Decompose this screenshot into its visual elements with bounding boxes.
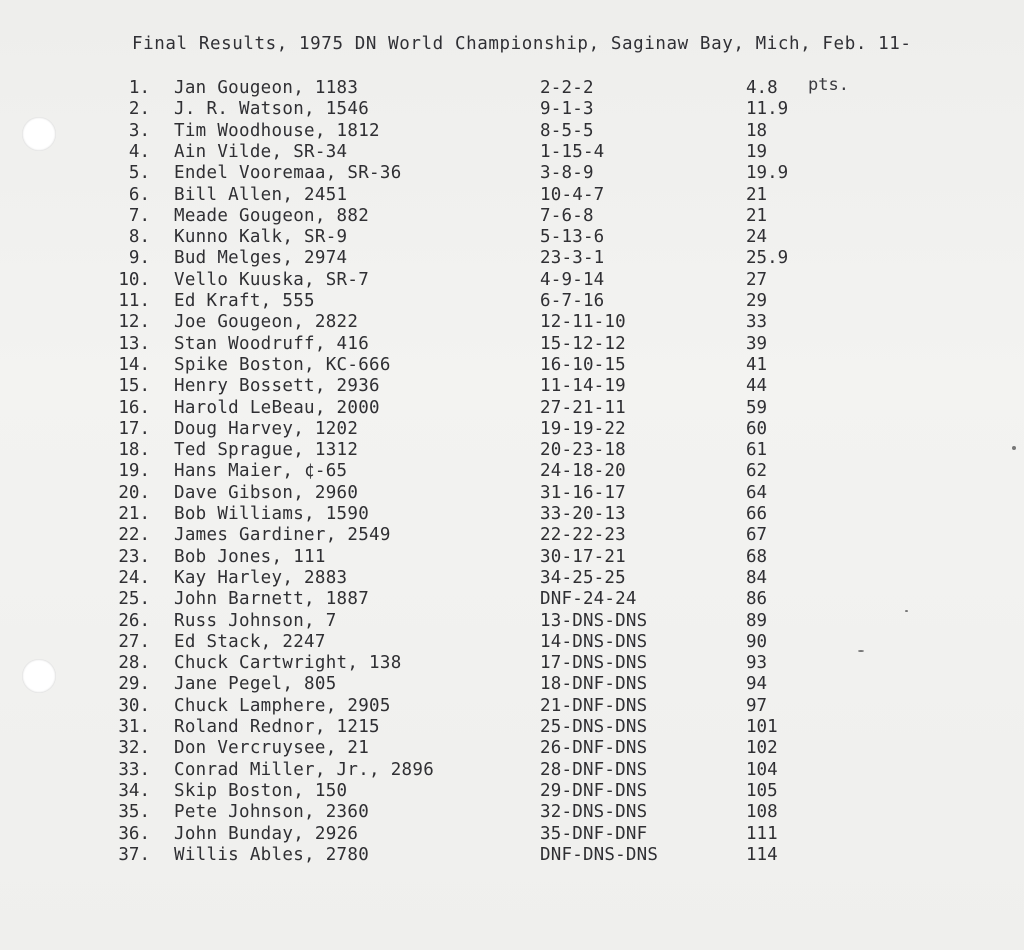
total-points: 27 (746, 269, 768, 290)
place-number: 36. (118, 823, 150, 844)
total-points: 84 (746, 567, 768, 588)
place-number: 26. (118, 610, 150, 631)
sailor-name: Kunno Kalk, SR-9 (174, 227, 348, 248)
sailor-name: Bob Jones, 111 (174, 546, 326, 567)
sailor-name: Ed Stack, 2247 (174, 631, 326, 652)
place-number: 21. (118, 504, 150, 524)
place-number: 30. (118, 695, 150, 716)
result-row (0, 376, 1024, 397)
race-finishes: 10-4-7 (540, 184, 605, 205)
race-finishes: 25-DNS-DNS (540, 717, 648, 737)
total-points: 21 (746, 205, 768, 226)
sailor-name: Tim Woodhouse, 1812 (174, 120, 380, 141)
race-finishes: 29-DNF-DNS (540, 780, 648, 801)
result-row (0, 227, 1024, 248)
place-number: 34. (118, 780, 150, 801)
place-number: 14. (118, 354, 150, 375)
place-number: 9. (128, 248, 150, 269)
total-points: 21 (746, 184, 768, 205)
sailor-name: Spike Boston, KC-666 (174, 354, 391, 375)
sailor-name: Hans Maier, ¢-65 (174, 461, 348, 482)
total-points: 94 (746, 674, 768, 695)
result-row (0, 121, 1024, 142)
race-finishes: 16-10-15 (540, 354, 626, 375)
place-number: 33. (118, 759, 150, 780)
result-row (0, 99, 1024, 120)
total-points: 4.8 (746, 78, 778, 98)
result-row (0, 696, 1024, 717)
document-title: Final Results, 1975 DN World Championship, Saginaw Bay, Mich, Feb. 11- (132, 34, 912, 54)
sailor-name: Willis Ables, 2780 (174, 844, 370, 865)
total-points: 11.9 (746, 99, 789, 120)
sailor-name: Harold LeBeau, 2000 (174, 397, 380, 418)
place-number: 31. (118, 717, 150, 737)
place-number: 29. (118, 674, 150, 695)
result-row (0, 717, 1024, 738)
result-row (0, 738, 1024, 759)
result-row (0, 504, 1024, 525)
sailor-name: Skip Boston, 150 (174, 780, 348, 801)
race-finishes: 23-3-1 (540, 248, 605, 269)
place-number: 2. (128, 99, 150, 120)
race-finishes: 22-22-23 (540, 525, 626, 546)
place-number: 32. (118, 738, 150, 759)
total-points: 90 (746, 631, 768, 652)
total-points: 67 (746, 525, 768, 546)
sailor-name: Ed Kraft, 555 (174, 291, 315, 311)
race-finishes: 17-DNS-DNS (540, 653, 648, 674)
total-points: 104 (746, 759, 778, 780)
place-number: 7. (128, 205, 150, 226)
place-number: 3. (128, 120, 150, 141)
result-row (0, 824, 1024, 845)
place-number: 20. (118, 482, 150, 503)
total-points: 108 (746, 802, 778, 823)
total-points: 64 (746, 482, 768, 503)
result-row (0, 781, 1024, 802)
total-points: 33 (746, 312, 768, 333)
result-row (0, 270, 1024, 291)
race-finishes: 14-DNS-DNS (540, 631, 648, 652)
place-number: 16. (118, 397, 150, 418)
total-points: 97 (746, 695, 768, 716)
place-number: 6. (128, 184, 150, 205)
sailor-name: Chuck Cartwright, 138 (174, 653, 402, 674)
total-points: 59 (746, 397, 768, 418)
place-number: 18. (118, 440, 150, 461)
race-finishes: 15-12-12 (540, 333, 626, 354)
sailor-name: Kay Harley, 2883 (174, 567, 348, 588)
sailor-name: Bill Allen, 2451 (174, 184, 348, 205)
result-row (0, 312, 1024, 333)
result-row (0, 845, 1024, 866)
sailor-name: Doug Harvey, 1202 (174, 418, 359, 439)
race-finishes: 7-6-8 (540, 205, 594, 226)
result-row (0, 185, 1024, 206)
race-finishes: 3-8-9 (540, 163, 594, 184)
race-finishes: 9-1-3 (540, 99, 594, 120)
total-points: 19 (746, 141, 768, 162)
sailor-name: Jan Gougeon, 1183 (174, 78, 359, 98)
sailor-name: Russ Johnson, 7 (174, 610, 337, 631)
sailor-name: Conrad Miller, Jr., 2896 (174, 759, 435, 780)
total-points: 60 (746, 418, 768, 439)
sailor-name: J. R. Watson, 1546 (174, 99, 370, 120)
race-finishes: 27-21-11 (540, 397, 626, 418)
place-number: 13. (118, 333, 150, 354)
race-finishes: 30-17-21 (540, 546, 626, 567)
result-row (0, 547, 1024, 568)
sailor-name: Bud Melges, 2974 (174, 248, 348, 269)
place-number: 28. (118, 653, 150, 674)
result-row (0, 802, 1024, 823)
place-number: 12. (118, 312, 150, 333)
race-finishes: 6-7-16 (540, 291, 605, 311)
place-number: 24. (118, 567, 150, 588)
total-points: 102 (746, 738, 778, 759)
sailor-name: John Bunday, 2926 (174, 823, 359, 844)
race-finishes: 21-DNF-DNS (540, 695, 648, 716)
race-finishes: 32-DNS-DNS (540, 802, 648, 823)
result-row (0, 589, 1024, 610)
sailor-name: Jane Pegel, 805 (174, 674, 337, 695)
sailor-name: James Gardiner, 2549 (174, 525, 391, 546)
result-row (0, 78, 1024, 99)
result-row (0, 419, 1024, 440)
total-points: 114 (746, 844, 778, 865)
total-points: 19.9 (746, 163, 789, 184)
place-number: 37. (118, 844, 150, 865)
sailor-name: Joe Gougeon, 2822 (174, 312, 359, 333)
result-row (0, 674, 1024, 695)
sailor-name: Meade Gougeon, 882 (174, 205, 370, 226)
result-row (0, 142, 1024, 163)
result-row (0, 461, 1024, 482)
result-row (0, 398, 1024, 419)
sailor-name: Don Vercruysee, 21 (174, 738, 370, 759)
place-number: 10. (118, 269, 150, 290)
race-finishes: 1-15-4 (540, 141, 605, 162)
place-number: 15. (118, 376, 150, 397)
race-finishes: DNF-DNS-DNS (540, 844, 659, 865)
race-finishes: 4-9-14 (540, 269, 605, 290)
race-finishes: 35-DNF-DNF (540, 823, 648, 844)
result-row (0, 525, 1024, 546)
total-points: 93 (746, 653, 768, 674)
sailor-name: Ain Vilde, SR-34 (174, 141, 348, 162)
race-finishes: 2-2-2 (540, 78, 594, 98)
place-number: 11. (118, 291, 150, 311)
total-points: 89 (746, 610, 768, 631)
race-finishes: 28-DNF-DNS (540, 759, 648, 780)
race-finishes: 19-19-22 (540, 418, 626, 439)
total-points: 29 (746, 291, 768, 311)
total-points: 39 (746, 333, 768, 354)
sailor-name: Roland Rednor, 1215 (174, 717, 380, 737)
total-points: 25.9 (746, 248, 789, 269)
result-row (0, 206, 1024, 227)
total-points: 68 (746, 546, 768, 567)
race-finishes: 8-5-5 (540, 120, 594, 141)
total-points: 105 (746, 780, 778, 801)
race-finishes: 26-DNF-DNS (540, 738, 648, 759)
race-finishes: 31-16-17 (540, 482, 626, 503)
race-finishes: 24-18-20 (540, 461, 626, 482)
total-points: 101 (746, 717, 778, 737)
race-finishes: 18-DNF-DNS (540, 674, 648, 695)
result-row (0, 632, 1024, 653)
result-row (0, 760, 1024, 781)
race-finishes: 20-23-18 (540, 440, 626, 461)
result-row (0, 653, 1024, 674)
result-row (0, 163, 1024, 184)
total-points: 86 (746, 589, 768, 610)
result-row (0, 568, 1024, 589)
total-points: 24 (746, 227, 768, 248)
sailor-name: John Barnett, 1887 (174, 589, 370, 610)
race-finishes: 5-13-6 (540, 227, 605, 248)
race-finishes: 12-11-10 (540, 312, 626, 333)
place-number: 19. (118, 461, 150, 482)
sailor-name: Pete Johnson, 2360 (174, 802, 370, 823)
total-points: 18 (746, 120, 768, 141)
total-points: 61 (746, 440, 768, 461)
sailor-name: Vello Kuuska, SR-7 (174, 269, 370, 290)
result-row (0, 248, 1024, 269)
total-points: 111 (746, 823, 778, 844)
place-number: 23. (118, 546, 150, 567)
result-row (0, 611, 1024, 632)
place-number: 27. (118, 631, 150, 652)
place-number: 8. (128, 227, 150, 248)
place-number: 22. (118, 525, 150, 546)
sailor-name: Chuck Lamphere, 2905 (174, 695, 391, 716)
sailor-name: Ted Sprague, 1312 (174, 440, 359, 461)
total-points: 41 (746, 354, 768, 375)
sailor-name: Bob Williams, 1590 (174, 504, 370, 524)
result-row (0, 291, 1024, 312)
race-finishes: 11-14-19 (540, 376, 626, 397)
points-unit-label: pts. (808, 75, 849, 95)
result-row (0, 355, 1024, 376)
sailor-name: Henry Bossett, 2936 (174, 376, 380, 397)
result-row (0, 334, 1024, 355)
race-finishes: 34-25-25 (540, 567, 626, 588)
sailor-name: Stan Woodruff, 416 (174, 333, 370, 354)
race-finishes: 13-DNS-DNS (540, 610, 648, 631)
total-points: 62 (746, 461, 768, 482)
sailor-name: Endel Vooremaa, SR-36 (174, 163, 402, 184)
sailor-name: Dave Gibson, 2960 (174, 482, 359, 503)
place-number: 4. (128, 141, 150, 162)
result-row (0, 440, 1024, 461)
place-number: 25. (118, 589, 150, 610)
place-number: 17. (118, 418, 150, 439)
place-number: 1. (128, 78, 150, 98)
race-finishes: DNF-24-24 (540, 589, 637, 610)
place-number: 35. (118, 802, 150, 823)
total-points: 44 (746, 376, 768, 397)
place-number: 5. (128, 163, 150, 184)
total-points: 66 (746, 504, 768, 524)
result-row (0, 483, 1024, 504)
race-finishes: 33-20-13 (540, 504, 626, 524)
